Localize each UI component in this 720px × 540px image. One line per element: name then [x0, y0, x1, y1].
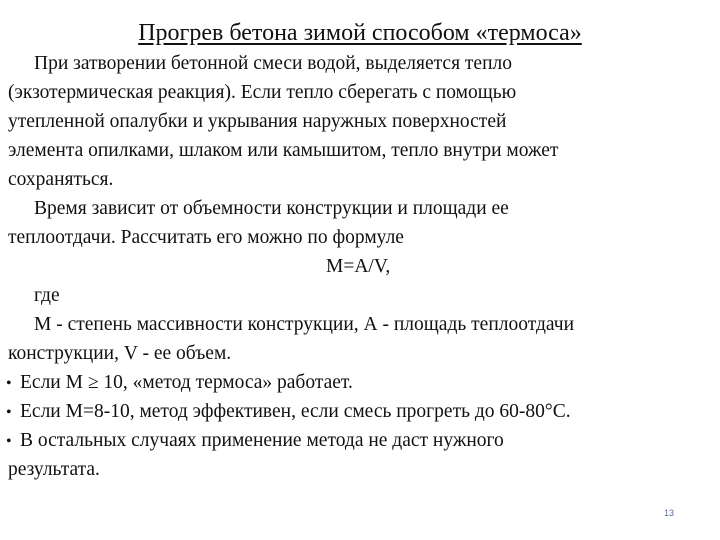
bullet-text: Если М=8-10, метод эффективен, если смесь прогреть до 60-80°С. [20, 401, 571, 422]
paragraph1-line-2: (экзотермическая реакция). Если тепло сберегать с помощью [8, 82, 517, 103]
where-label: где [34, 285, 60, 306]
formula: М=А/V, [326, 256, 391, 277]
bullet-item-1 [6, 371, 353, 396]
bullet-text: Если М ≥ 10, «метод термоса» работает. [20, 372, 353, 393]
page-number: 13 [664, 508, 675, 518]
bullet-icon: • [6, 433, 12, 450]
slide-title: Прогрев бетона зимой способом «термоса» [138, 20, 582, 46]
bullet-icon: • [6, 404, 12, 421]
paragraph2-line-2: теплоотдачи. Рассчитать его можно по формуле [8, 227, 404, 248]
bullet-text: В остальных случаях применение метода не даст нужного [20, 430, 504, 451]
paragraph2-line-1: Время зависит от объемности конструкции и площади ее [34, 198, 509, 219]
paragraph1-line-1: При затворении бетонной смеси водой, выделяется тепло [34, 53, 513, 74]
paragraph1-line-3: утепленной опалубки и укрывания наружных поверхностей [8, 111, 507, 132]
paragraph1-line-5: сохраняться. [8, 169, 114, 190]
bullet-icon: • [6, 375, 12, 392]
bullet-item-3-continuation: результата. [8, 459, 100, 480]
definitions-line-1: М - степень массивности конструкции, А - площадь теплоотдачи [34, 314, 575, 335]
definitions-line-2: конструкции, V - ее объем. [8, 343, 232, 364]
bullet-item-3 [6, 429, 504, 454]
paragraph1-line-4: элемента опилками, шлаком или камышитом, тепло внутри может [8, 140, 559, 161]
bullet-item-2 [6, 400, 571, 425]
